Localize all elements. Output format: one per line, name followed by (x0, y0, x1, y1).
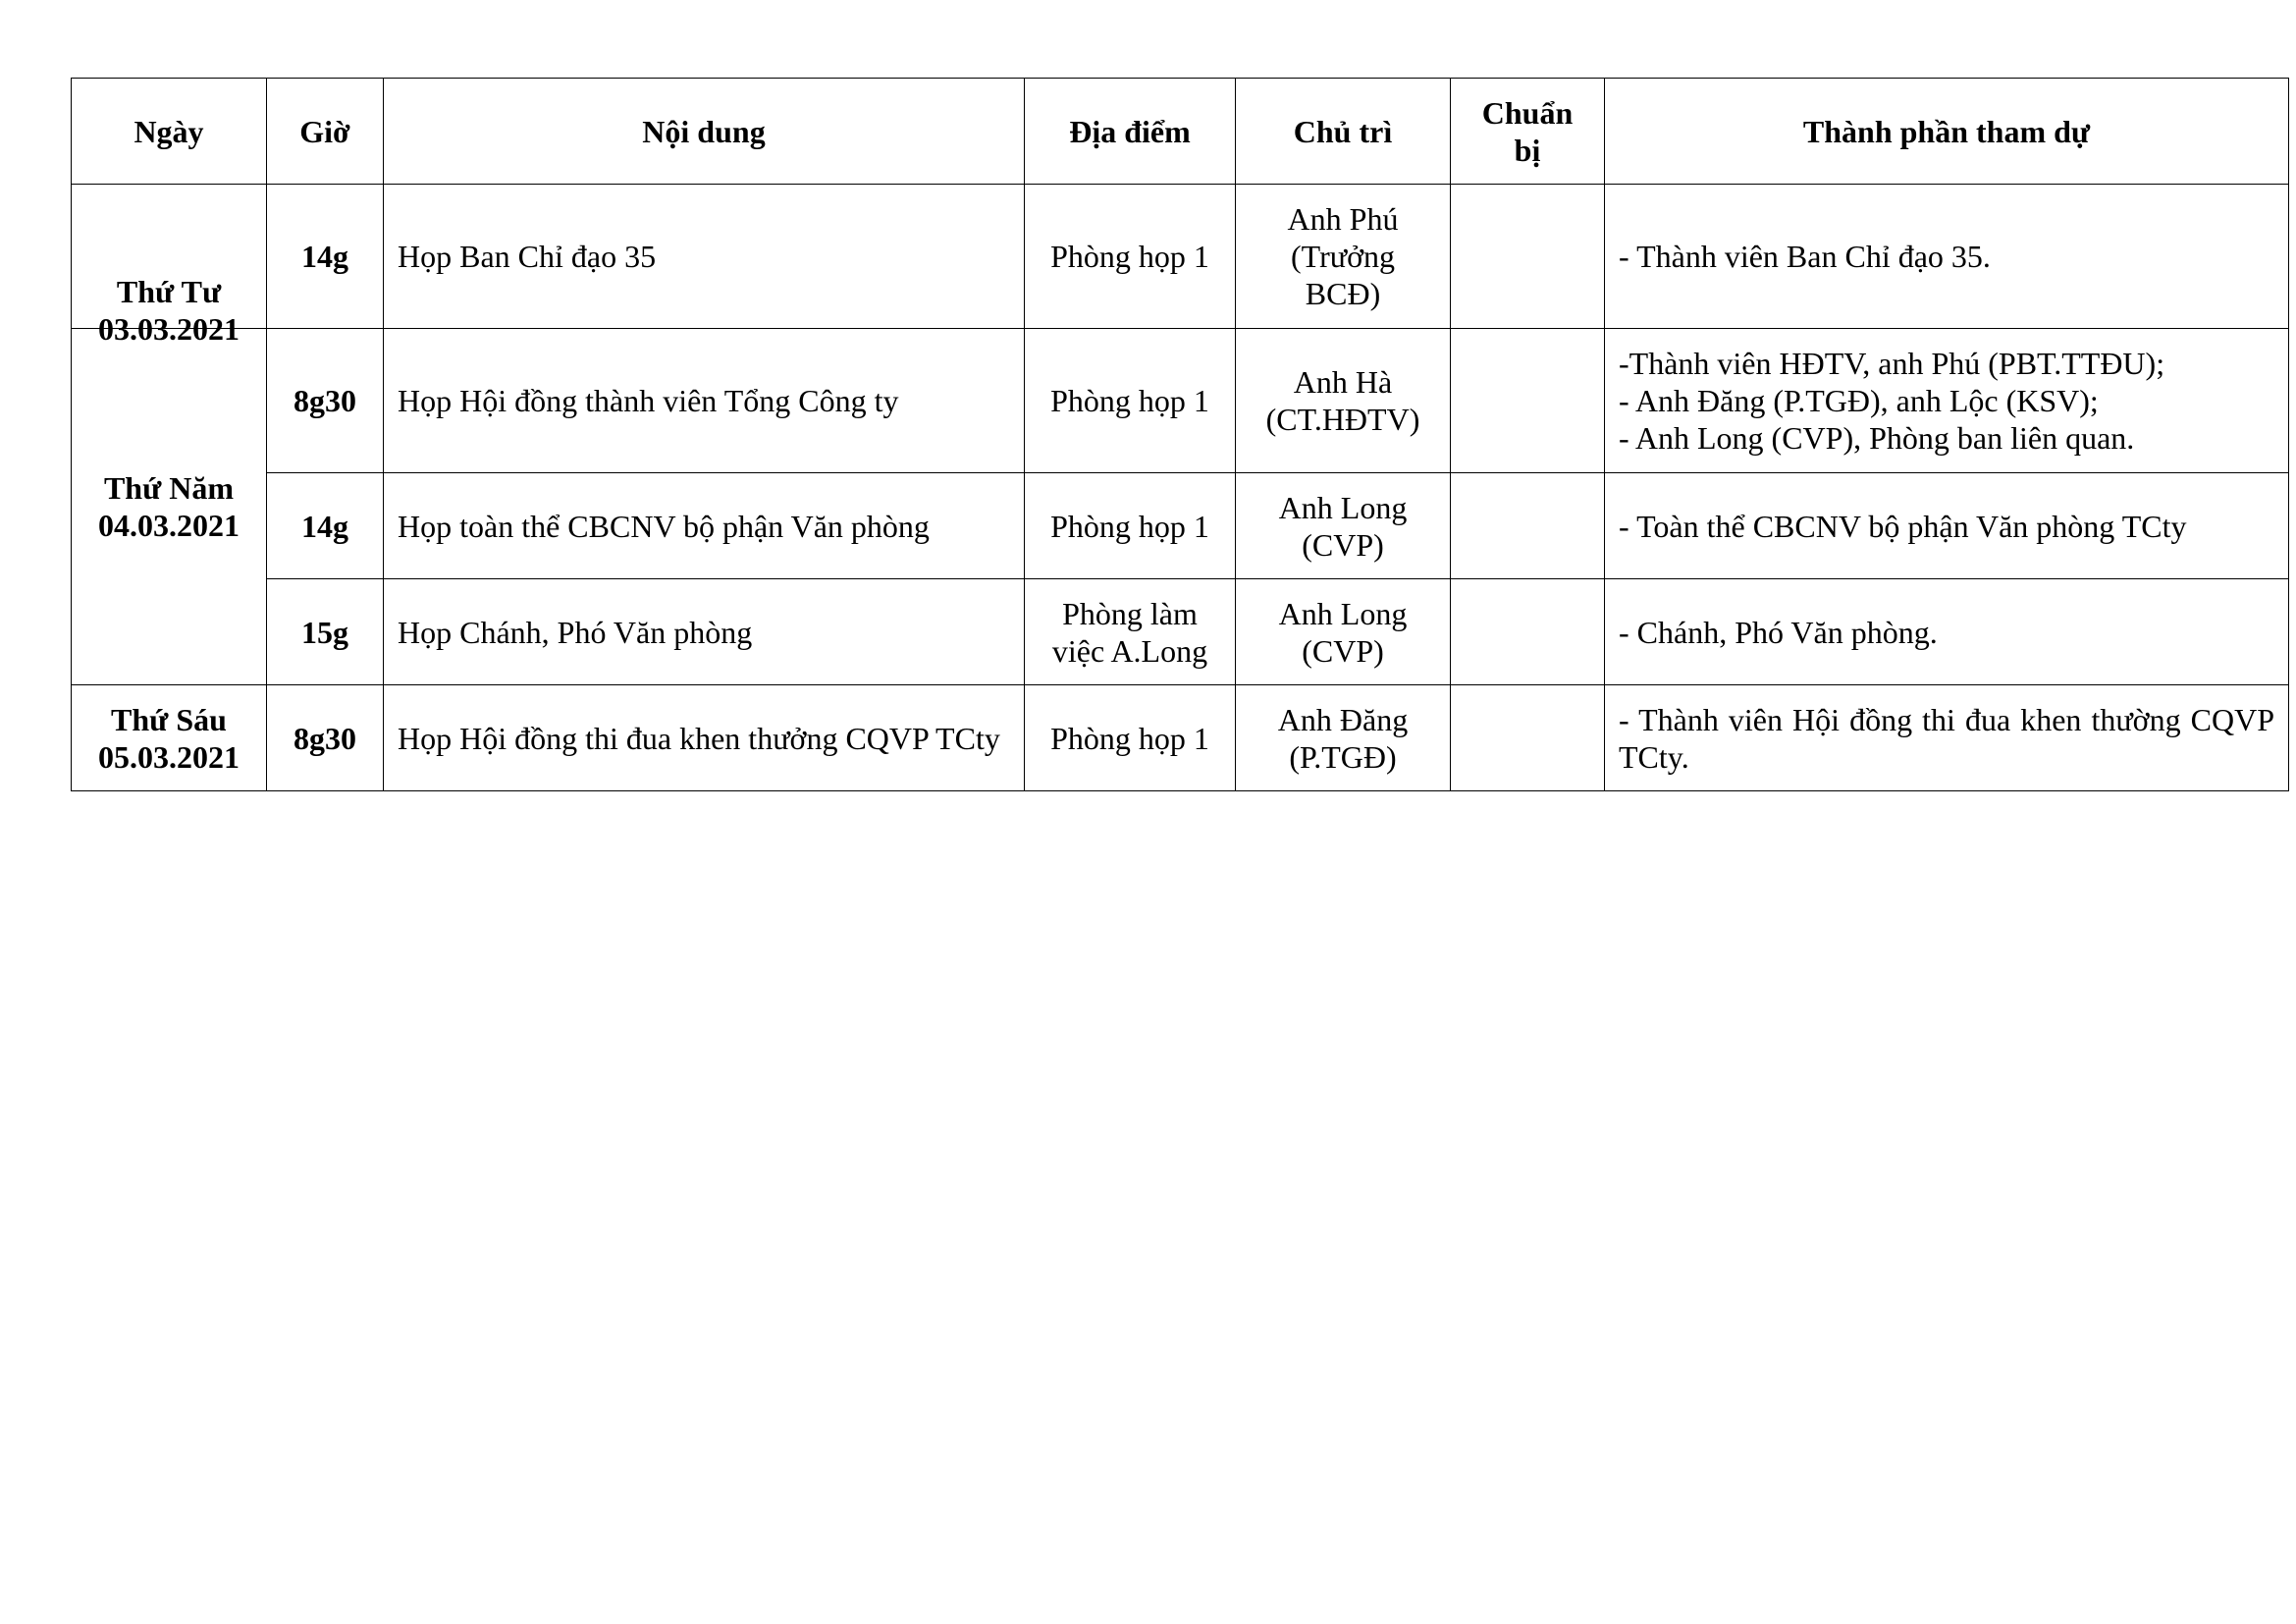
header-place: Địa điểm (1025, 79, 1236, 185)
table-row (72, 473, 2289, 579)
header-attendees: Thành phần tham dự (1605, 79, 2289, 185)
attendees-cell: - Thành viên Hội đồng thi đua khen thường CQVP TCty. (1605, 685, 2289, 791)
time-cell: 14g (267, 185, 384, 329)
prep-cell (1451, 329, 1605, 473)
weekday-label: Thứ Năm (103, 470, 235, 506)
place-line: Phòng làm (1062, 595, 1198, 631)
chair-line: Anh Phú (1287, 201, 1399, 237)
prep-cell (1451, 685, 1605, 791)
attendees-cell (1605, 473, 2289, 579)
place-line: Phòng họp 1 (1050, 239, 1209, 274)
table-row (72, 329, 2289, 473)
time-cell: 8g30 (267, 685, 384, 791)
prep-cell (1451, 473, 1605, 579)
content-cell: Họp toàn thể CBCNV bộ phận Văn phòng (384, 473, 1025, 579)
chair-line: Anh Long (1278, 489, 1408, 525)
date-label: 04.03.2021 (98, 508, 240, 543)
place-line: việc A.Long (1051, 632, 1208, 669)
chair-line: Anh Đăng (1277, 701, 1409, 737)
attendees-cell (1605, 579, 2289, 685)
weekday-label: Thứ Tư (116, 274, 222, 309)
place-line: Phòng họp 1 (1050, 508, 1209, 544)
attendees-cell (1605, 329, 2289, 473)
weekday-label: Thứ Sáu (111, 701, 227, 737)
chair-cell (1236, 579, 1451, 685)
attendees-line: - Toàn thể CBCNV bộ phận Văn phòng TCty (1619, 508, 2187, 544)
content-cell: Họp Hội đồng thành viên Tổng Công ty (384, 329, 1025, 473)
header-chair: Chủ trì (1236, 79, 1451, 185)
weekly-schedule-table (71, 78, 2289, 791)
prep-cell (1451, 579, 1605, 685)
chair-line: Anh Long (1278, 595, 1408, 631)
attendees-cell (1605, 185, 2289, 329)
chair-line: BCĐ) (1305, 276, 1381, 311)
table-row (72, 579, 2289, 685)
place-cell (1025, 685, 1236, 791)
chair-cell (1236, 185, 1451, 329)
date-label: 05.03.2021 (98, 738, 240, 775)
content-cell: Họp Hội đồng thi đua khen thưởng CQVP TCty (384, 685, 1025, 791)
chair-line: (CVP) (1302, 632, 1384, 669)
attendees-line: - Thành viên Ban Chỉ đạo 35. (1619, 239, 1991, 274)
prep-cell (1451, 185, 1605, 329)
time-cell: 8g30 (267, 329, 384, 473)
content-cell: Họp Chánh, Phó Văn phòng (384, 579, 1025, 685)
header-prep: Chuẩn bị (1451, 79, 1605, 185)
place-cell (1025, 185, 1236, 329)
place-line: Phòng họp 1 (1050, 720, 1209, 756)
date-cell-fri (72, 685, 267, 791)
chair-line: Anh Hà (1293, 364, 1393, 400)
chair-line: (CT.HĐTV) (1265, 402, 1420, 437)
table-header-row (72, 79, 2289, 185)
date-label: 03.03.2021 (98, 311, 240, 347)
table-row (72, 185, 2289, 329)
place-cell (1025, 329, 1236, 473)
time-cell: 14g (267, 473, 384, 579)
content-cell: Họp Ban Chỉ đạo 35 (384, 185, 1025, 329)
chair-cell (1236, 473, 1451, 579)
chair-line: (CVP) (1302, 526, 1384, 563)
header-time: Giờ (267, 79, 384, 185)
chair-cell (1236, 685, 1451, 791)
place-cell (1025, 473, 1236, 579)
attendees-line: - Anh Long (CVP), Phòng ban liên quan. (1619, 420, 2135, 456)
attendees-line: - Chánh, Phó Văn phòng. (1619, 614, 1938, 650)
header-date: Ngày (72, 79, 267, 185)
chair-line: (Trưởng (1291, 239, 1395, 274)
time-cell: 15g (267, 579, 384, 685)
date-label-wed (73, 273, 265, 348)
table-row (72, 685, 2289, 791)
date-cell-thu (72, 329, 267, 685)
header-content: Nội dung (384, 79, 1025, 185)
place-cell (1025, 579, 1236, 685)
chair-line: (P.TGĐ) (1289, 738, 1397, 775)
chair-cell (1236, 329, 1451, 473)
attendees-line: -Thành viên HĐTV, anh Phú (PBT.TTĐU); (1619, 346, 2165, 381)
attendees-line: - Anh Đăng (P.TGĐ), anh Lộc (KSV); (1619, 383, 2099, 418)
place-line: Phòng họp 1 (1050, 383, 1209, 418)
